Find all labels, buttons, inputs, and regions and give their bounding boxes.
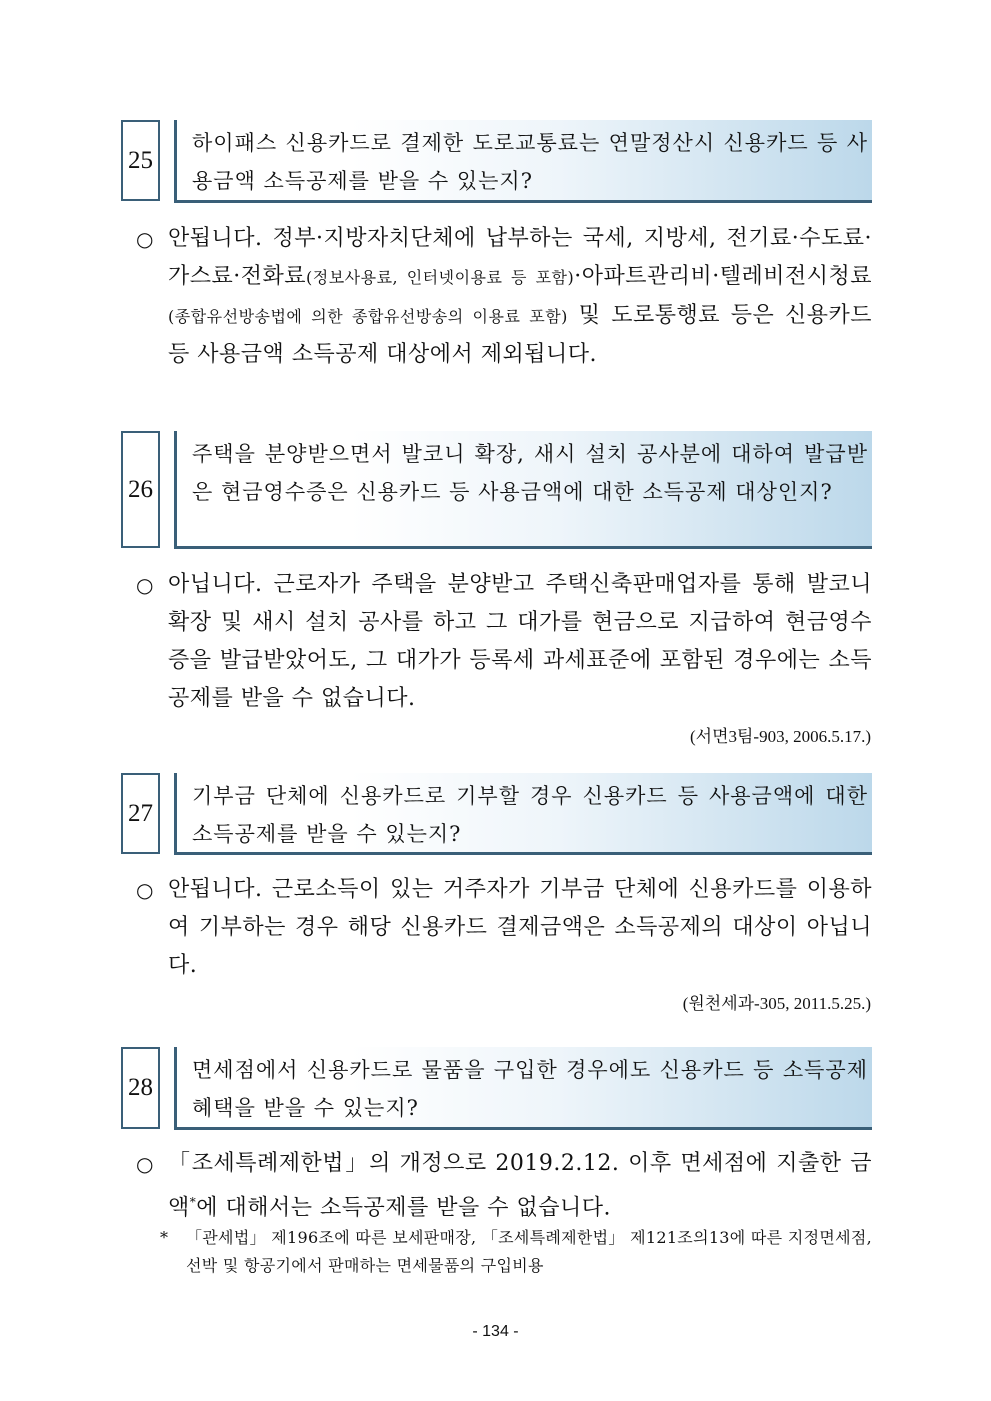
page-number: - 134 -	[472, 1323, 519, 1340]
question-25-text: 하이패스 신용카드로 결제한 도로교통료는 연말정산시 신용카드 등 사용금액 소득공제를 받을 수 있는지?	[192, 131, 868, 193]
answer-28	[128, 1145, 872, 1227]
answer-25-text: 안됩니다. 정부·지방자치단체에 납부하는 국세, 지방세, 전기료·수도료·가스료·전화료(정보사용료, 인터넷이용료 등 포함)·아파트관리비·텔레비전시청료(종합유선방송법에 의한 종합유선방송의 이용료 포함) 및 도로통행료 등은 신용카드 등 사용금액 소득공제 대상에서 제외됩니다.	[168, 226, 872, 367]
citation-26: (서면3팀-903, 2006.5.17.)	[690, 727, 871, 746]
answer-25	[128, 220, 872, 374]
answer-27-text: 안됩니다. 근로소득이 있는 거주자가 기부금 단체에 신용카드를 이용하여 기부하는 경우 해당 신용카드 결제금액은 소득공제의 대상이 아닙니다.	[168, 877, 872, 978]
bullet-circle: ○	[136, 573, 154, 597]
question-26-text: 주택을 분양받으면서 발코니 확장, 새시 설치 공사분에 대하여 발급받은 현금영수증은 신용카드 등 사용금액에 대한 소득공제 대상인지?	[192, 442, 868, 504]
footnote-marker: *	[189, 1195, 197, 1209]
question-number-27: 27	[121, 773, 160, 854]
answer-26	[128, 566, 872, 718]
bullet-circle: ○	[136, 227, 154, 251]
citation-27: (원천세과-305, 2011.5.25.)	[682, 994, 871, 1013]
footnote-text: 「관세법」 제196조에 따른 보세판매장, 「조세특례제한법」 제121조의13에 따른 지정면세점, 선박 및 항공기에서 판매하는 면세물품의 구입비용	[186, 1228, 872, 1275]
question-26-box	[174, 431, 872, 549]
question-28-text: 면세점에서 신용카드로 물품을 구입한 경우에도 신용카드 등 소득공제 혜택을 받을 수 있는지?	[192, 1058, 868, 1120]
footnote-star: *	[160, 1228, 168, 1247]
question-25-box	[174, 120, 872, 203]
answer-27	[128, 871, 872, 985]
footnote	[160, 1224, 872, 1280]
question-27-box	[174, 773, 872, 855]
question-number-25: 25	[121, 120, 160, 201]
bullet-circle: ○	[136, 878, 154, 902]
question-number-28: 28	[121, 1047, 160, 1129]
bullet-circle: ○	[136, 1152, 154, 1176]
answer-26-text: 아닙니다. 근로자가 주택을 분양받고 주택신축판매업자를 통해 발코니 확장 및 새시 설치 공사를 하고 그 대가를 현금으로 지급하여 현금영수증을 발급받았어도, 그 대가가 등록세 과세표준에 포함된 경우에는 소득공제를 받을 수 없습니다.	[168, 572, 872, 711]
question-number-26: 26	[121, 431, 160, 548]
question-28-box	[174, 1047, 872, 1130]
answer-28-text: 「조세특례제한법」의 개정으로 2019.2.12. 이후 면세점에 지출한 금액*에 대해서는 소득공제를 받을 수 없습니다.	[168, 1151, 872, 1221]
question-27-text: 기부금 단체에 신용카드로 기부할 경우 신용카드 등 사용금액에 대한 소득공제를 받을 수 있는지?	[192, 784, 868, 846]
